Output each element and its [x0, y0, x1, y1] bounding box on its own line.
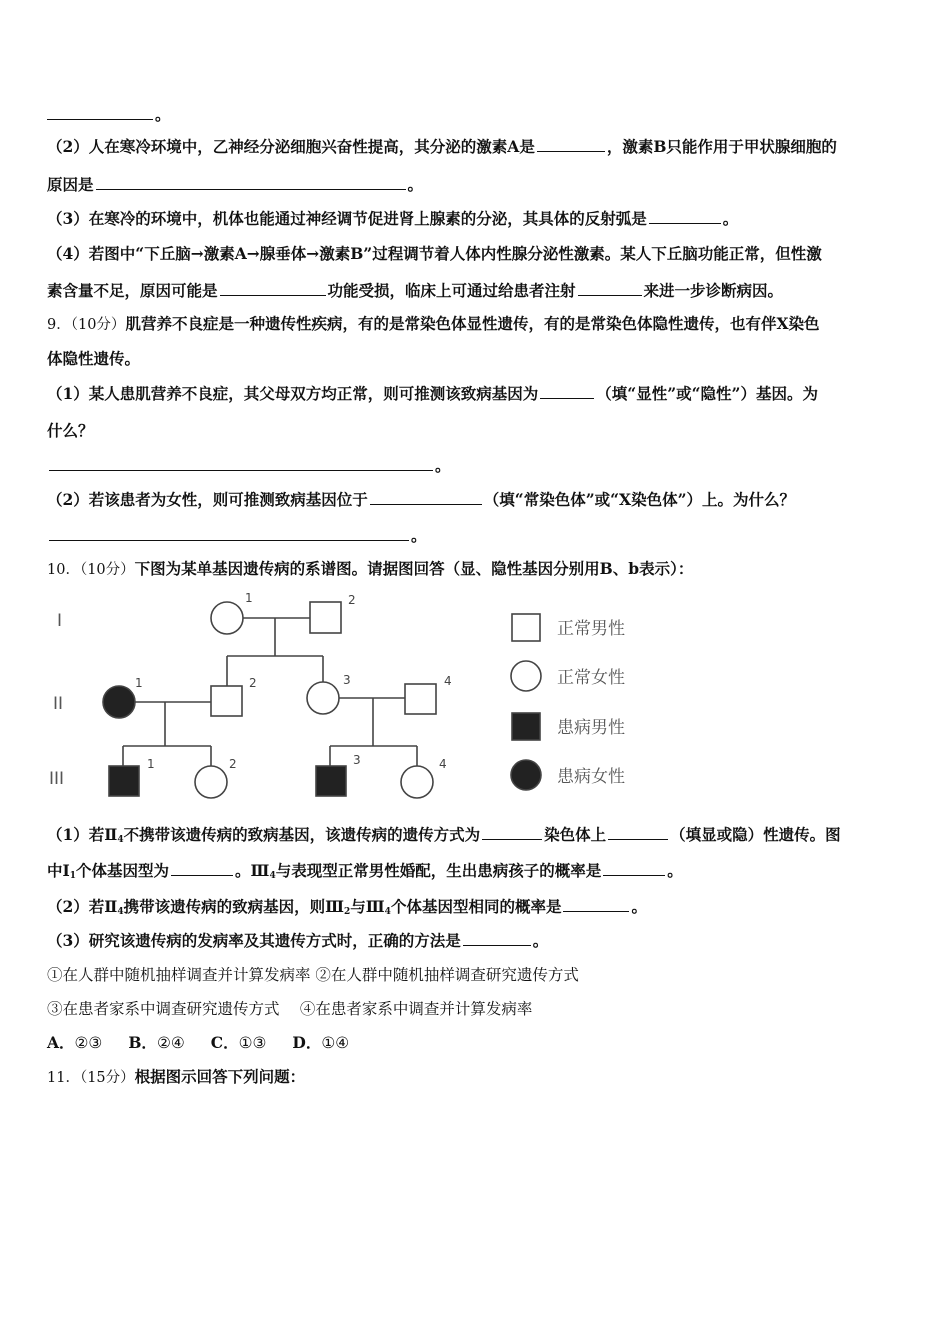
answer-blank[interactable]	[603, 861, 665, 876]
individual-number: 1	[147, 757, 155, 771]
ped-III1-male-affected	[109, 766, 139, 796]
generation-label: I	[57, 611, 63, 631]
q10-part1: （1）若$Ⅱ_4$不携带该遗传病的致病基因，该遗传病的遗传方式为 染色体上 （填显或隐）性遗传。图	[47, 825, 841, 845]
q8-tail: 。	[47, 105, 171, 125]
choice-d[interactable]: D．①④	[292, 1033, 350, 1052]
answer-blank[interactable]	[49, 456, 433, 471]
choice-b[interactable]: B．②④	[128, 1033, 185, 1052]
q10-part2: （2）若$Ⅱ_4$携带该遗传病的致病基因，则$Ⅲ_2$与$Ⅲ_4$个体基因型相同的概率是 。	[47, 897, 647, 917]
ped-III3-male-affected	[316, 766, 346, 796]
q9-part1-cont: 什么？	[47, 421, 94, 440]
q9-stem-cont: 体隐性遗传。	[47, 349, 141, 368]
ped-II2-male-normal	[211, 686, 242, 716]
generation-label: II	[53, 694, 64, 714]
answer-blank[interactable]	[49, 526, 409, 541]
ped-I1-female-normal	[211, 602, 243, 634]
pedigree-chart	[47, 586, 667, 801]
answer-blank[interactable]	[463, 931, 531, 946]
individual-number: 3	[343, 673, 351, 687]
answer-blank[interactable]	[370, 490, 482, 505]
q9-part1: （1）某人患肌营养不良症，其父母双方均正常，则可推测该致病基因为 （填“显性”或“隐性”）基因。为	[47, 384, 818, 403]
individual-number: 2	[229, 757, 237, 771]
answer-blank[interactable]	[649, 209, 721, 224]
legend-label: 正常女性	[557, 668, 625, 688]
q10-option-statements-2: ③在患者家系中调查研究遗传方式 ④在患者家系中调查并计算发病率	[47, 1000, 533, 1018]
ped-II1-female-affected	[103, 686, 135, 718]
q9-part2-answer: 。	[47, 526, 427, 546]
answer-blank[interactable]	[578, 281, 642, 296]
answer-blank[interactable]	[220, 281, 326, 296]
answer-blank[interactable]	[537, 137, 605, 152]
choice-c[interactable]: C．①③	[210, 1033, 267, 1052]
answer-blank[interactable]	[540, 384, 594, 399]
individual-number: 1	[245, 591, 253, 605]
answer-blank[interactable]	[563, 897, 629, 912]
legend-normal-male-symbol	[512, 614, 540, 641]
answer-blank[interactable]	[47, 105, 153, 120]
choice-a[interactable]: A．②③	[47, 1033, 103, 1052]
answer-blank[interactable]	[171, 861, 233, 876]
legend-label: 正常男性	[557, 619, 625, 639]
ped-III2-female-normal	[195, 766, 227, 798]
ped-II3-female-normal	[307, 682, 339, 714]
ped-I2-male-normal	[310, 602, 341, 633]
q10-choices	[47, 1033, 349, 1053]
ped-III4-female-normal	[401, 766, 433, 798]
answer-blank[interactable]	[96, 175, 406, 190]
answer-blank[interactable]	[608, 825, 668, 840]
individual-number: 1	[135, 676, 143, 690]
individual-number: 4	[439, 757, 447, 771]
legend-affected-male-symbol	[512, 713, 540, 740]
q8-part2: （2）人在寒冷环境中，乙神经分泌细胞兴奋性提高，其分泌的激素A是 ，激素B只能作用于甲状腺细胞的	[47, 137, 837, 156]
q8-part4: （4）若图中“下丘脑→激素A→腺垂体→激素B”过程调节着人体内性腺分泌性激素。某人下丘脑功能正常，但性激	[47, 244, 822, 263]
individual-number: 4	[444, 674, 452, 688]
individual-number: 3	[353, 753, 361, 767]
legend-normal-female-symbol	[511, 661, 541, 691]
q10-part3: （3）研究该遗传病的发病率及其遗传方式时，正确的方法是 。	[47, 931, 549, 950]
q10-option-statements-1: ①在人群中随机抽样调查并计算发病率 ②在人群中随机抽样调查研究遗传方式	[47, 966, 579, 984]
q9-stem: 9．（10分）肌营养不良症是一种遗传性疾病，有的是常染色体显性遗传，有的是常染色体隐性遗传，也有伴X染色	[47, 314, 820, 333]
ped-II4-male-normal	[405, 684, 436, 714]
legend-label: 患病女性	[557, 767, 625, 787]
q10-stem: 10．（10分）下图为某单基因遗传病的系谱图。请据图回答（显、隐性基因分别用B、b表示）：	[47, 559, 694, 578]
q9-part1-answer: 。	[47, 456, 451, 476]
individual-number: 2	[249, 676, 257, 690]
q11-stem: 11．（15分）根据图示回答下列问题：	[47, 1067, 306, 1086]
individual-number: 2	[348, 593, 356, 607]
legend-label: 患病男性	[557, 718, 625, 738]
q8-part3: （3）在寒冷的环境中，机体也能通过神经调节促进肾上腺素的分泌，其具体的反射弧是 。	[47, 209, 739, 228]
q9-part2: （2）若该患者为女性，则可推测致病基因位于 （填“常染色体”或“X染色体”）上。为什么？	[47, 490, 795, 509]
legend-affected-female-symbol	[511, 760, 541, 790]
answer-blank[interactable]	[482, 825, 542, 840]
q8-part4-cont: 素含量不足，原因可能是 功能受损，临床上可通过给患者注射 来进一步诊断病因。	[47, 281, 784, 300]
generation-label: III	[49, 769, 65, 789]
q10-part1-cont: 中$Ⅰ_1$个体基因型为 。$Ⅲ_4$与表现型正常男性婚配，生出患病孩子的概率是 。	[47, 861, 683, 881]
q8-part2-cont: 原因是 。	[47, 175, 424, 194]
